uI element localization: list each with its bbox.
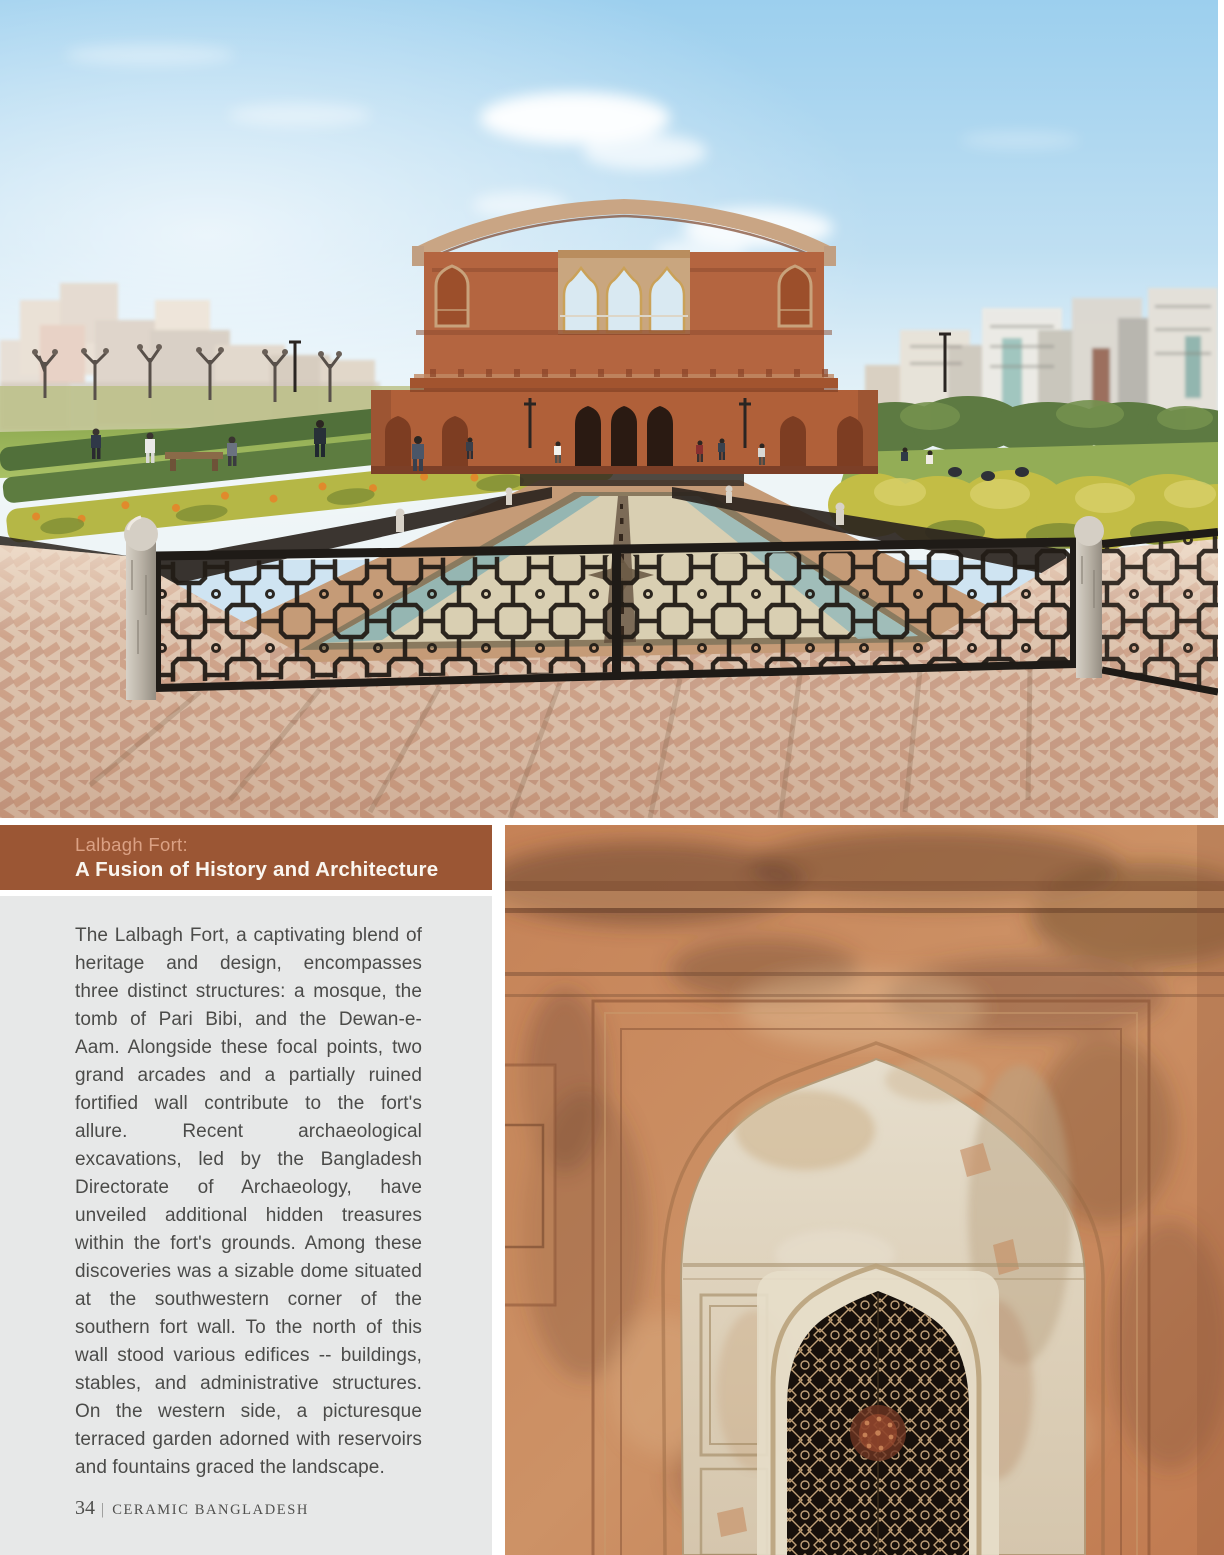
article-title-band — [0, 825, 492, 890]
article-column — [0, 825, 492, 890]
page-number: 34 — [75, 1497, 95, 1519]
stone-pillar-left — [124, 517, 158, 700]
inner-ornament — [850, 1405, 906, 1461]
publication-name: CERAMIC BANGLADESH — [112, 1502, 309, 1518]
lattice-window — [787, 1291, 969, 1555]
central-balcony — [558, 250, 690, 335]
detail-photo-arch-wall — [505, 825, 1224, 1555]
article-title: A Fusion of History and Architecture — [75, 858, 439, 881]
page-footer — [75, 1497, 492, 1520]
article-text-panel — [0, 896, 492, 1555]
side-panel-left — [505, 1065, 555, 1305]
article-kicker: Lalbagh Fort: — [75, 834, 188, 855]
footer-separator: | — [101, 1501, 105, 1518]
article-body: The Lalbagh Fort, a captivating blend of heritage and design, encompasses three distinct structures: a mosque, the tomb of Pari Bibi, and the Dewan-e-Aam. Alongside these focal points, two grand arcades and a partially ruined fortified wall contribute to the fort's allure. Recent archaeological excavations, led by the Bangladesh Directorate of Archaeology, have unveiled additional hidden treasures within the fort's grounds. Among these discoveries was a sizable dome situated at the southwestern corner of the southern fort wall. To the north of this wall stood various edifices -- buildings, stables, and administrative structures. On the western side, a picturesque terraced garden adorned with reservoirs and fountains graced the landscape. — [75, 925, 422, 1478]
stone-pillar-right — [1074, 516, 1104, 678]
